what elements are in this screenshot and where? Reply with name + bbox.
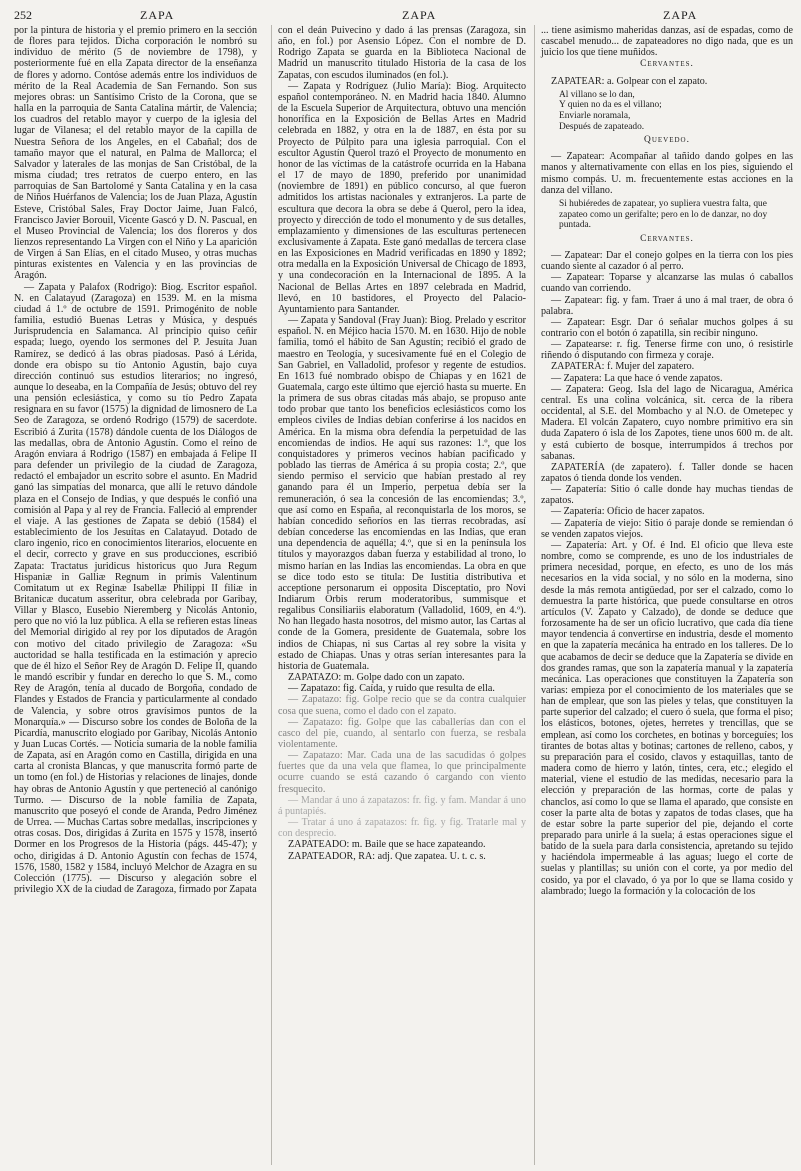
running-head-center: ZAPA [402, 8, 437, 22]
quotation-source: Quevedo. [644, 135, 690, 146]
entry-zapateador: ZAPATEADOR, RA: adj. Que zapatea. U. t. c. s. [288, 850, 486, 862]
prose-quotation: Si hubiéredes de zapatear, yo supliera vuestra falta, que zapateo como un gerifalte; pero en lo de danzar, no doy puntada. [559, 198, 768, 231]
entry-zapata-palafox: — Zapata y Palafox (Rodrigo): Biog. Escritor español. N. en Calatayud (Zaragoza) en 1539. M. en la misma ciudad á 1.º de octubre de 1591. Primogénito de noble familia, estudió Buenas Letras y Música, y después Jurisprudencia en Salamanca. Al principio quiso ceñir espada; luego, oyendo los sermones del P. Jesuíta Juan Ramírez, se dedicó á las obras piadosas. Pasó á Lérida, donde era obispo su tío Antonio Agustín, bajo cuya dirección continuó sus estudios literarios; no ingresó, aunque lo deseaba, en la Compañía de Jesús; obtuvo del rey una pensión eclesiástica, y como su tío Pedro Zapata resignara en su favor (1575) la dignidad de limosnero de La Seo de Zaragoza, se ordenó Rodrigo (1579) de sacerdote. Escribió á Zurita (1578) dándole cuenta de los Diálogos de las medallas, obra de Antonio Agustín. Como el reino de Aragón enviara á Rodrigo (1587) en embajada á Felipe II para defender un privilegio de la ciudad de Zaragoza, redactó el embajador un escrito sobre el asunto. En Madrid ganó las simpatías del monarca, que allí le retuvo dándole plaza en el Consejo de Indias, y que después le confió una comisión al Papa y al rey de Francia. Falleció al emprender el viaje. A las gestiones de Zapata se debió (1584) el establecimiento de los Jesuítas en Calatayud. Dotado de claro ingenio, rico en conocimientos literarios, elocuente en el decir, correcto y grave en sus producciones, escribió Zapata: Tractatus juridicus historicus quo Jura Regum Hispaniæ in Galliæ Regnum in primis Valentinum Comitatum ut ex Reginæ Isabellæ Philippi II filiæ in Britanicæ ducatum asseritur, obra celebrada por Garibay, Villar y Blasco, Eusebio Nieremberg y Nicolás Antonio, pero que no vió la luz pública. A ella se refieren estas líneas del Memorial dirigido al rey por los diputados de Aragón con motivo del citado privilegio de Zaragoza: «Su auctoridad se halla testificada en la estimación y aprecio que de él hizo el Señor Rey de Aragón D. Felipe II, quando le mandó escribir y fundar en derecho lo que S. M., como Rey de Aragón, tenía al ducado de Borgoña, condado de Flandes y Estados de Francia y particularmente al condado de Valencia, y sobre otros gravísimos puntos de la Monarquía.» — Discurso sobre los condes de Boloña de la Picardía, manuscrito elogiado por Garibay, Nicolás Antonio y Juan Lucas Cortés. — Noticia sumaria de la noble familia de Zapata, así en Aragón como en Castilla, dirigida en una carta al cronista Blancas, y que manuscrita formó parte de un tomo (en fol.) de Historias y relaciones de linajes, donde hay obras de Antonio Agustín y que perteneció al canónigo Turmo. — Discurso de la noble familia de Zapata, manuscrito que poseyó el conde de Aranda, Pedro Jiménez de Urrea. — Muchas Cartas sobre medallas, inscripciones y otras cosas. Dos, dirigidas á Zurita en 1575 y 1578, insertó Dormer en los Progresos de la Historia (págs. 445-47); y ocho, dirigidas á D. Antonio Agustín con fechas de 1574, 1576, 1580, 1582 y 1584, incluyó Melchor de Azagra en su Colección (1775). — Discurso y alegación sobre el privilegio XX de la ciudad de Zaragoza, firmado por Zapata [14, 281, 257, 896]
page-number: 252 [14, 8, 32, 22]
entry-zapatear-sense: — Zapatear: Acompañar al tañido dando golpes en las manos y alternativamente con ellas en los pies, siguiendo el mismo compás. U. m. frecuentemente estas acciones en la danza del villano. [541, 151, 793, 196]
entry-zapata-rodriguez: — Zapata y Rodríguez (Julio María): Biog. Arquitecto español contemporáneo. N. en Madrid hacia 1840. Alumno de la Escuela Superior de Arquitectura, obtuvo una mención honorífica en la Exposición de Bellas Artes en Madrid celebrada en 1882, y otra en la de 1887, en ésta por su Proyecto de Púlpito para una iglesia parroquial. Con el escultor Agustín Querol trazó el Proyecto de monumento en honor de las víctimas de la catástrofe ocurrida en la Habana el 17 de mayo de 1890, preferido por unanimidad (noviembre de 1891) en público concurso, al que fueron admitidos los artistas nacionales y extranjeros. La parte de escultura que decora la obra se debe á Querol, pero la idea, proyecto y dirección de todo el monumento y de sus detalles, emplazamiento y dimensiones de las esculturas pertenecen exclusivamente á Zapata. Este ganó medallas de tercera clase en las Exposiciones en Madrid verificadas en 1890 y 1892; otra medalla en la Exposición Universal de Chicago de 1893, y una condecoración en la Internacional de 1895. A la Nacional de Bellas Artes en 1897 celebrada en Madrid, llevó, en 10 bastidores, el Proyecto del Palacio-Ayuntamiento para Santander. [278, 80, 526, 315]
entry-zapatazo-sense: — Zapatazo: fig. Golpe que las caballerías dan con el casco del pie, cuando, al sentarlo con fuerza, se resbala violentamente. [278, 716, 526, 750]
entry-paragraph: — Zapatería: Sitio ó calle donde hay muchas tiendas de zapatos. [541, 484, 793, 507]
entry-zapatazo: ZAPATAZO: m. Golpe dado con un zapato. [288, 672, 465, 684]
entry-zapateado: ZAPATEADO: m. Baile que se hace zapateando. [288, 839, 486, 851]
quotation-paragraph: ... tiene asimismo maheridas danzas, así de espadas, como de cascabel menudo... de zapateadores no digo nada, que es un juicio los que tiene muñidos. [541, 25, 793, 59]
text-column-right [534, 25, 793, 1165]
entry-paragraph: con el deán Puivecino y dado á las prensas (Zaragoza, sin año, en fol.) por Asensio López. Con el nombre de D. Rodrigo Zapata se guarda en la Biblioteca Nacional de Madrid un manuscrito titulado Historia de la casa de los Zapatas, con escudos iluminados (en fol.). [278, 25, 526, 81]
entry-paragraph: — Zapatearse: r. fig. Tenerse firme con uno, ó resistirle riñendo ó disputando con firmeza y coraje. [541, 339, 793, 362]
entry-paragraph: — Zapatería: Art. y Of. é Ind. El oficio que lleva este nombre, como se comprende, es uno de los industriales de primera necesidad, porque, en efecto, es uno de los más necesarios en la vida social, y no sólo en la moderna, sino desde la más remota antigüedad, por ser el calzado, como lo demuestra la parte histórica, que puede consultarse en otros artículos (V. Zapato y Calzado), de donde se deduce que forzosamente ha de ser un oficio lucrativo, que cada día tiene mayor tendencia á convertirse en industria, desde el momento en que la zapatería mecánica ha entrado en los talleres. De lo que acabamos de decir se deduce que la Zapatería se divide en dos grandes ramas, que son la zapatería manual y la zapatería mecánica. Las operaciones que constituyen la Zapatería son varias: empieza por el conocimiento de los materiales que se han de emplear, que son las pieles y telas, que constituyen la parte superior del calzado; el cuero ó suela, que forma el piso; los elásticos, botones, ojetes, herretes y trencillas, que se emplean, así como los corchetes, en botinas y borceguíes; los tirantes de botas altas y botinas; cartones de relleno, cabos, y su preparación para el cosido, clavos y estaquillas, tanto de madera como de hierro y latón, tintes, cera, etc.; elegido el material, viene el estudio de las medidas, necesario para la elección y preparación de las hormas, corte de palas y chanclos, así como lo que se llama el aparado, que consiste en coser la parte alta de botas y zapatos de todas clases, que ha de estar sobre la parte superior del pie, dejando el corte preparado para unirle á la suela; á estas operaciones sigue el batido de la suela para darla consistencia, apretando su tejido y haciéndola impermeable á las aguas; luego el corte de suelas y plantillas; su unión con el corte, ya por medio del cosido, ya por el clavado, ó ya por lo que se llama cosido y alambrado; luego la formación y la colocación de los [541, 539, 793, 897]
entry-paragraph: — Zapatería de viejo: Sitio ó paraje donde se remiendan ó se venden zapatos viejos. [541, 517, 793, 540]
text-column-left [14, 25, 257, 1165]
entry-zapatera: ZAPATERA: f. Mujer del zapatero. [551, 361, 695, 373]
entry-zapatear: ZAPATEAR: a. Golpear con el zapato. [551, 75, 708, 87]
entry-zapatazo-phrase: — Tratar á uno á zapatazos: fr. fig. y fig. Tratarle mal y con desprecio. [278, 817, 526, 840]
text-column-middle [271, 25, 526, 1165]
entry-zapateria: ZAPATERÍA (de zapatero). f. Taller donde se hacen zapatos ó tienda donde los venden. [541, 461, 793, 484]
entry-zapatazo-sense: — Zapatazo: fig. Golpe recio que se da contra cualquier cosa que suena, como el dado con el zapato. [278, 694, 526, 717]
quotation-source: Cervantes. [640, 59, 694, 70]
entry-paragraph: — Zapatera: Geog. Isla del lago de Nicaragua, América central. Es una colina volcánica, sit. cerca de la ribera occidental, al S.E. del Mombacho y al N.O. de Ometepec y Madera. El volcán Zapatero, cuyo nombre primitivo era sin duda Zapatero ó isla de los Zapotes, tiene unos 600 m. de alt. y está cubierto de bosque, interrumpidos á trechos por sabanas. [541, 383, 793, 462]
entry-zapata-sandoval: — Zapata y Sandoval (Fray Juan): Biog. Prelado y escritor español. N. en Méjico hacia 1570. M. en 1630. Hijo de noble familia, tomó el hábito de San Agustín; recibió el grado de maestro en Teología, y sucesivamente fué en el Colegio de San Gabriel, en Valladolid, profesor y regente de estudios. En 1613 fué nombrado obispo de Chiapas y en 1621 de Guatemala, cargo este último que ejerció hasta su muerte. En la primera de sus obras citadas más abajo, se propuso ante todo probar que tanto los beneficios eclesiásticos como los empleos civiles de Indias debían conferirse á los nacidos en América. En la misma obra defendía la perpetuidad de las encomiendas de indios. He aquí sus razones: 1.º, que los conquistadores y primeros vecinos habían pacificado y poblado las tierras de América á su propia costa; 2.º, que siendo permiso el servicio que habían prestado al rey ganando para él un Imperio, perpetua debía ser la remuneración, ó sea la concesión de las encomiendas; 3.º, que así como en España, al reconquistarla de los moros, se habían concedido señoríos en las tierras recobradas, así debían concederse las encomiendas en las Indias, que eran una dependencia de aquélla; 4.º, que si en la península los títulos y mayorazgos daban fuerza y estabilidad al trono, lo mismo harían en las Indias las encomiendas. La obra en que se dice todo esto se titula: De Iustitia distributiva et acceptione personarum ei opposita Disceptatio, pro Novi Indiarum Orbis rerum moderatoribus, summisque et regalibus Consiliariis elaboratum (Valladolid, 1609, en 4.º). No han llegado hasta nosotros, del mismo autor, las Cartas al conde de la Gomera, presidente de Guatemala, sobre los indios de Chiapas, ni sus Cartas al rey sobre la visita y estado de Chiapas. Unas y otras serían interesantes para la historia de Guatemala. [278, 315, 526, 672]
entry-paragraph: — Zapatería: Oficio de hacer zapatos. [551, 506, 705, 518]
running-head-left: ZAPA [140, 8, 175, 22]
quotation-source: Cervantes. [640, 233, 694, 244]
running-head-right: ZAPA [663, 8, 698, 22]
entry-paragraph: — Zapatear: Toparse y alcanzarse las mulas ó caballos cuando van corriendo. [541, 272, 793, 295]
entry-paragraph: — Zapatear: fig. y fam. Traer á uno á mal traer, de obra ó palabra. [541, 294, 793, 317]
verse-quotation: Al villano se lo dan, Y quien no da es el villano; Enviarle noramala, Después de zapateado. [559, 89, 662, 132]
entry-paragraph: — Zapatera: La que hace ó vende zapatos. [551, 372, 723, 384]
entry-paragraph: por la pintura de historia y el premio primero en la sección de flores para tejidos. Dicha corporación le nombró su individuo de mérito (5 de noviembre de 1798), y posteriormente fué en ella Zapata director de la enseñanza de flores y adorno. Contóse además entre los individuos de mérito de la Real Academia de San Fernando. Son sus mejores obras: un Santísimo Cristo de la Corona, que se halla en la parroquia de Santa Catalina mártir, de Valencia; los cuadros del retablo mayor y cuerpo de la iglesia del lugar de Vilanesa; el del retablo mayor de la capilla de Nuestra Señora de los Angeles, en el Cabañal; dos de tamaño mayor que el natural, en Palma de Mallorca; el Salvador y laterales de las monjas de San Cristóbal, de la misma ciudad; tres retratos de cuerpo entero, en las parroquias de San Bartolomé y Santa Catalina y en la casa de Niños Huérfanos de Valencia; los de Juan Plaza, Agustín Esteve, Cristóbal Sales, Fray Doctor Jaime, Juan Falcó, Francisco Javier Borouil, Vicente Gascó y D. N. Pascual, en el Museo Provincial de Valencia; los dos floreros y dos lienzos representando La Virgen con el Niño y La aparición de Virgen á San Elías, en el citado Museo, y otras muchas pinturas existentes en Valencia y en las provincias de Aragón. [14, 25, 257, 282]
entry-zapatazo-sense: — Zapatazo: Mar. Cada una de las sacudidas ó golpes fuertes que da una vela que flamea, lo que principalmente ocurre cuando se está cazando ó cargando con viento fresquecito. [278, 750, 526, 795]
entry-paragraph: — Zapatear: Dar el conejo golpes en la tierra con los pies cuando siente al cazador ó al perro. [541, 249, 793, 273]
entry-zapatazo-phrase: — Mandar á uno á zapatazos: fr. fig. y fam. Mandar á uno á puntapiés. [278, 794, 526, 817]
entry-zapatazo-sense: — Zapatazo: fig. Caída, y ruido que resulta de ella. [288, 683, 495, 695]
entry-paragraph: — Zapatear: Esgr. Dar ó señalar muchos golpes á su contrario con el botón ó zapatilla, sin recibir ninguno. [541, 316, 793, 339]
